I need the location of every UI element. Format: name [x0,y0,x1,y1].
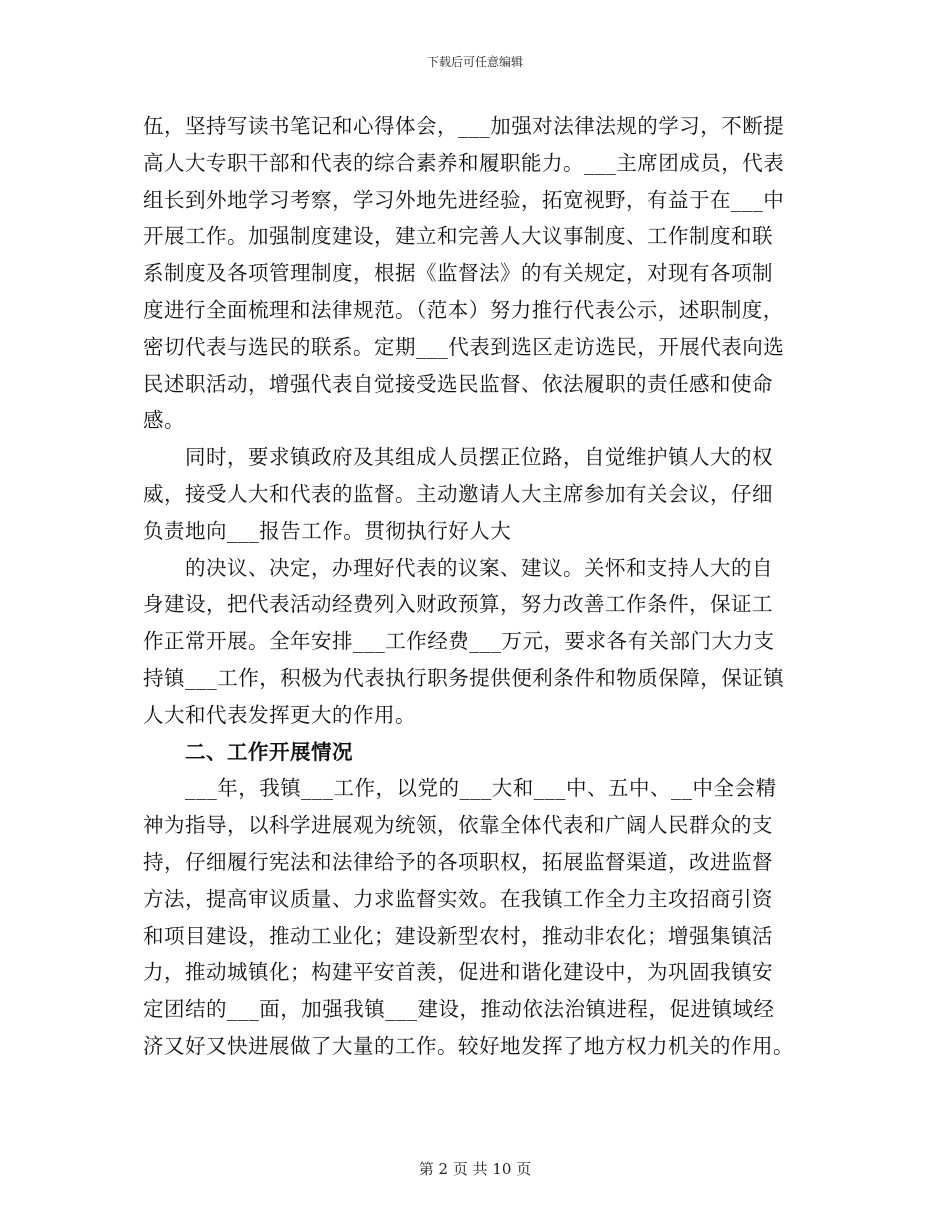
text-line: 度进行全面梳理和法律规范。（范本）努力推行代表公示，述职制度， [143,297,784,322]
text-line: 定团结的___面，加强我镇___建设，推动依法治镇进程，促进镇域经 [143,997,775,1022]
paragraph-start-line: 的决议、决定，办理好代表的议案、建议。关怀和支持人大的自 [185,555,773,580]
text-line: 持镇___工作，积极为代表执行职务提供便利条件和物质保障，保证镇 [143,665,785,690]
paragraph-start-line: 同时，要求镇政府及其组成人员摆正位路，自觉维护镇人大的权 [185,445,773,470]
text-line: 身建设，把代表活动经费列入财政预算，努力改善工作条件，保证工 [143,592,773,617]
text-line: 系制度及各项管理制度，根据《监督法》的有关规定，对现有各项制 [143,261,773,286]
text-line: 组长到外地学习考察，学习外地先进经验，拓宽视野，有益于在___中 [143,187,785,212]
page-header-note: 下载后可任意编辑 [426,55,523,69]
paragraph-start-line: ___年，我镇___工作，以党的___大和___中、五中、__中全会精 [185,776,777,801]
page-number-footer: 第 2 页 共 10 页 [418,1160,532,1178]
text-line: 济又好又快进展做了大量的工作。较好地发挥了地方权力机关的作用。 [143,1033,794,1058]
text-line: 力，推动城镇化；构建平安首羡，促进和谐化建设中，为巩固我镇安 [143,960,773,985]
text-line: 神为指导，以科学进展观为统领，依靠全体代表和广阔人民群众的支 [143,813,773,838]
text-line: 负责地向___报告工作。贯彻执行好人大 [143,518,512,543]
text-line: 和项目建设，推动工业化；建设新型农村，推动非农化；增强集镇活 [143,923,773,948]
text-line: 伍，坚持写读书笔记和心得体会，___加强对法律法规的学习，不断提 [143,114,785,138]
text-line: 感。 [143,408,185,433]
text-line: 持，仔细履行宪法和法律给予的各项职权，拓展监督渠道，改进监督 [143,849,773,874]
section-heading: 二、工作开展情况 [185,739,353,764]
text-line: 开展工作。加强制度建设，建立和完善人大议事制度、工作制度和联 [143,224,773,249]
text-line: 威，接受人大和代表的监督。主动邀请人大主席参加有关会议，仔细 [143,481,773,506]
document-body [143,108,811,1065]
text-line: 高人大专职干部和代表的综合素养和履职能力。___主席团成员，代表 [143,150,785,175]
text-line: 民述职活动，增强代表自觉接受选民监督、依法履职的责任感和使命 [143,371,773,396]
text-line: 密切代表与选民的联系。定期___代表到选区走访选民，开展代表向选 [143,334,785,359]
text-line: 作正常开展。全年安排___工作经费___万元，要求各有关部门大力支 [143,629,775,654]
text-line: 人大和代表发挥更大的作用。 [143,702,416,727]
text-line: 方法，提高审议质量、力求监督实效。在我镇工作全力主攻招商引资 [143,886,773,911]
